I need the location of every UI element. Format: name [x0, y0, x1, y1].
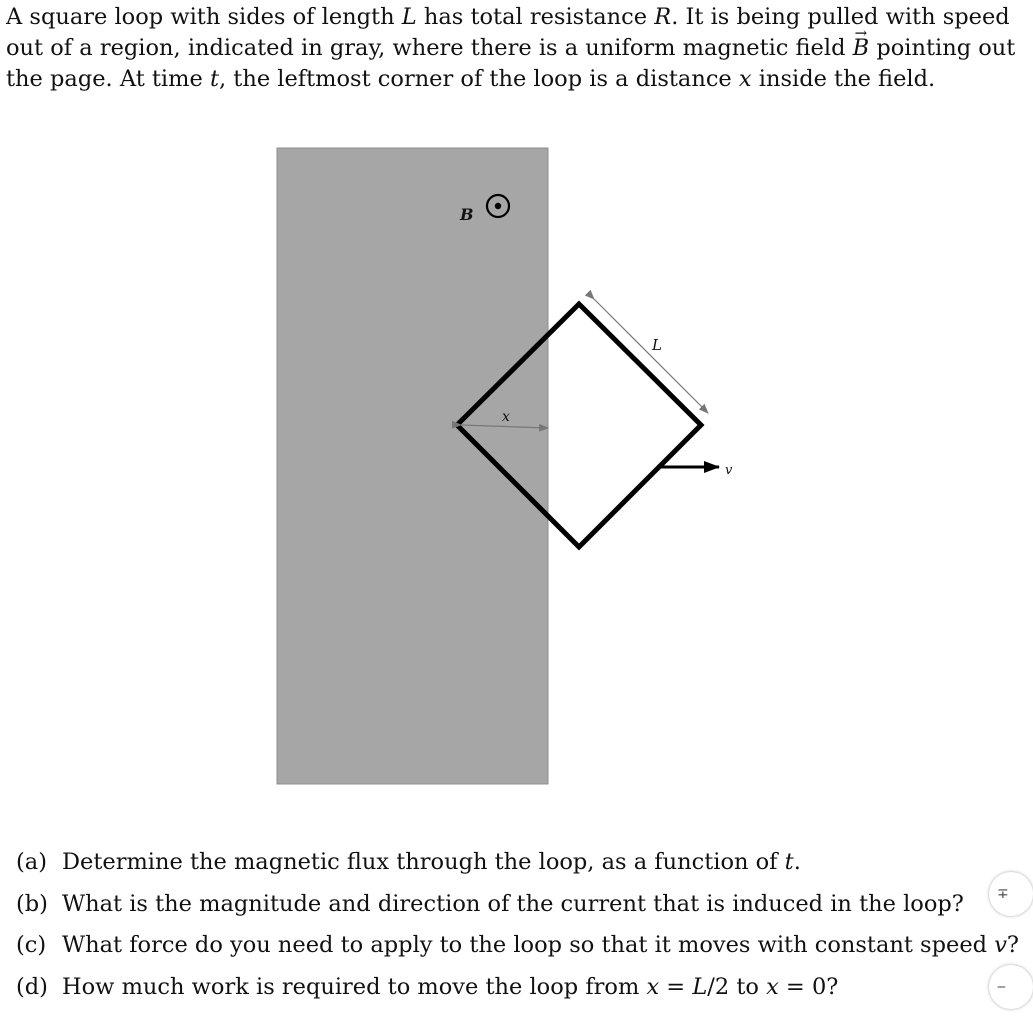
side-length-dimension-arrow	[594, 299, 708, 413]
question-list	[16, 842, 1019, 1008]
text-run: What is the magnitude and direction of the current that is induced in the loop?	[62, 890, 964, 917]
vector-symbol: → B	[853, 33, 870, 64]
question-item	[16, 925, 1019, 967]
question-item	[16, 842, 1019, 884]
question-label: (d)	[16, 973, 48, 1000]
text-run: . It is being pulled with speed	[671, 4, 1010, 30]
text-run: = 0?	[778, 973, 839, 1000]
math-variable: t	[784, 849, 794, 875]
magnetic-field-region	[277, 148, 548, 784]
expand-side-button[interactable]: ∓	[989, 872, 1033, 916]
text-run: the page. At time	[6, 66, 210, 92]
math-variable: L	[401, 4, 417, 30]
math-variable: v	[994, 932, 1007, 958]
text-run: ?	[1006, 932, 1019, 958]
text-run: inside the field.	[751, 66, 936, 92]
collapse-side-button[interactable]: ‒	[989, 965, 1033, 1009]
math-variable: R	[654, 4, 672, 30]
text-run: =	[659, 973, 693, 1000]
question-label: (b)	[16, 890, 48, 917]
math-variable: x	[738, 66, 752, 92]
text-run: Determine the magnetic flux through the loop, as a function of	[62, 849, 785, 875]
text-run: out of a region, indicated in gray, where there is a uniform magnetic field	[6, 35, 853, 61]
text-run: /2 to	[707, 973, 767, 1000]
text-run: has total resistance	[416, 4, 655, 30]
side-length-label: L	[652, 336, 662, 354]
field-label: B	[460, 205, 474, 224]
text-run: A square loop with sides of length	[6, 4, 402, 30]
question-label: (c)	[16, 932, 47, 958]
question-item	[16, 884, 1019, 926]
text-run: How much work is required to move the loop from	[62, 973, 647, 1000]
math-variable: L	[692, 973, 708, 1000]
question-label: (a)	[16, 849, 47, 875]
text-run: .	[793, 849, 801, 875]
velocity-label: v	[725, 463, 733, 478]
distance-label: x	[502, 409, 510, 425]
text-run: What force do you need to apply to the loop so that it moves with constant speed	[62, 932, 995, 958]
math-variable: x	[766, 973, 779, 1000]
math-variable: x	[646, 973, 660, 1000]
math-variable: t	[209, 66, 219, 92]
question-item	[16, 967, 1019, 1009]
text-run: pointing out	[869, 35, 1016, 61]
text-run: , the leftmost corner of the loop is a distance	[218, 66, 739, 92]
